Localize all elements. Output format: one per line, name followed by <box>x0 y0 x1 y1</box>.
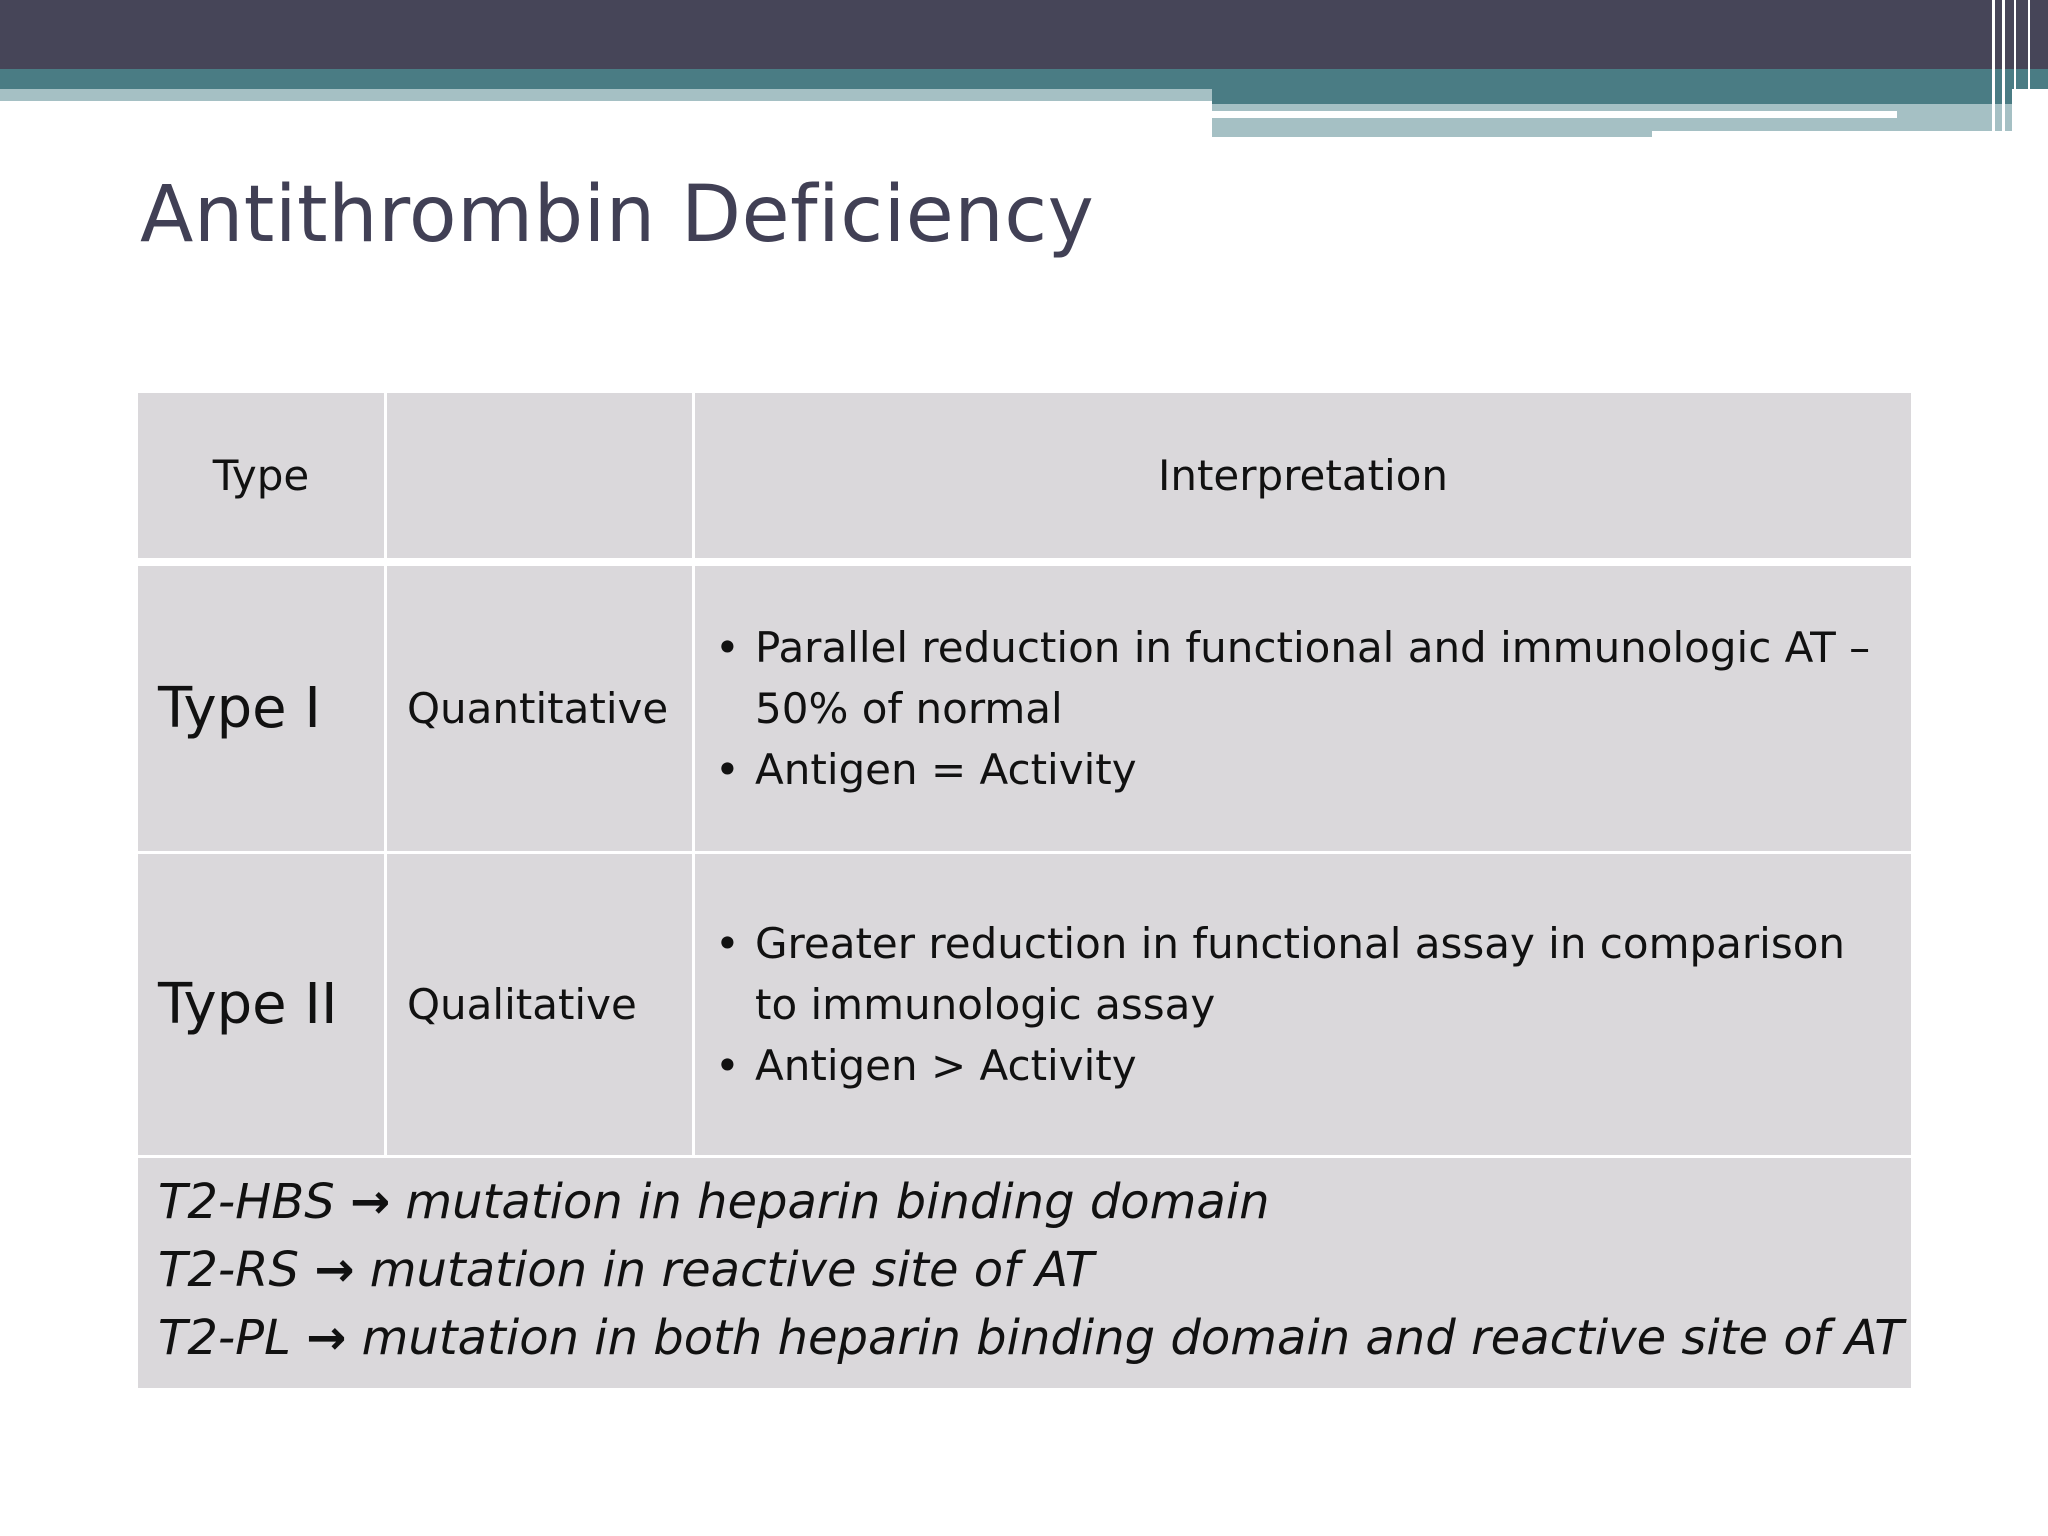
interpretation-bullet <box>715 739 1891 800</box>
table-row-type-1 <box>138 566 1911 851</box>
interpretation-bullet <box>715 1035 1891 1096</box>
subtype-description: mutation in reactive site of AT <box>369 1242 1094 1298</box>
table-header-row <box>138 393 1911 558</box>
header-band-dark <box>0 0 2048 69</box>
header-interpretation: Interpretation <box>695 393 1911 558</box>
bullet-dot: • <box>715 623 740 672</box>
interpretation-cell <box>695 854 1911 1155</box>
header-band-right-block <box>1212 89 2012 104</box>
header-band-teal <box>0 69 2048 89</box>
arrow-right-icon: → <box>314 1242 355 1298</box>
type-label: Type II <box>158 972 338 1037</box>
kind-label: Quantitative <box>407 684 669 733</box>
subtype-notes <box>138 1158 1911 1388</box>
subtype-note <box>158 1304 1911 1372</box>
header-band-light-left <box>0 89 1212 101</box>
header-right-stripe <box>1992 0 1995 139</box>
header-right-stripe <box>2028 0 2030 139</box>
type-label: Type I <box>158 676 321 741</box>
subtype-description: mutation in both heparin binding domain and reactive site of AT <box>361 1310 1904 1366</box>
subtype-note <box>158 1236 1911 1304</box>
interpretation-list <box>695 617 1911 800</box>
kind-cell <box>387 854 692 1155</box>
kind-cell <box>387 566 692 851</box>
interpretation-bullet <box>715 913 1891 1035</box>
deficiency-table <box>138 393 1911 1388</box>
subtype-note <box>158 1168 1911 1236</box>
bullet-text: Greater reduction in functional assay in comparison to immunologic assay <box>755 919 1846 1029</box>
header-type: Type <box>138 393 384 558</box>
header-right-stripe <box>2002 0 2005 139</box>
bullet-text: Antigen = Activity <box>755 745 1137 794</box>
bullet-dot: • <box>715 1041 740 1090</box>
subtype-code: T2-RS <box>158 1242 299 1298</box>
header-white-line <box>1212 111 1897 118</box>
bullet-text: Antigen > Activity <box>755 1041 1137 1090</box>
slide-title: Antithrombin Deficiency <box>140 170 1095 260</box>
table-notes-row <box>138 1158 1911 1388</box>
type-cell <box>138 854 384 1155</box>
bullet-dot: • <box>715 919 740 968</box>
arrow-right-icon: → <box>349 1174 391 1230</box>
subtype-code: T2-PL <box>158 1310 291 1366</box>
header-right-stripe <box>2014 0 2016 139</box>
header-kind <box>387 393 692 558</box>
table-row-type-2 <box>138 854 1911 1155</box>
subtype-code: T2-HBS <box>158 1174 335 1230</box>
arrow-right-icon: → <box>306 1310 347 1366</box>
kind-label: Qualitative <box>407 980 637 1029</box>
header-gap <box>1652 131 2012 139</box>
interpretation-bullet <box>715 617 1891 739</box>
interpretation-cell <box>695 566 1911 851</box>
bullet-text: Parallel reduction in functional and immunologic AT – 50% of normal <box>755 623 1871 733</box>
subtype-description: mutation in heparin binding domain <box>405 1174 1270 1230</box>
type-cell <box>138 566 384 851</box>
interpretation-list <box>695 913 1911 1096</box>
bullet-dot: • <box>715 745 740 794</box>
